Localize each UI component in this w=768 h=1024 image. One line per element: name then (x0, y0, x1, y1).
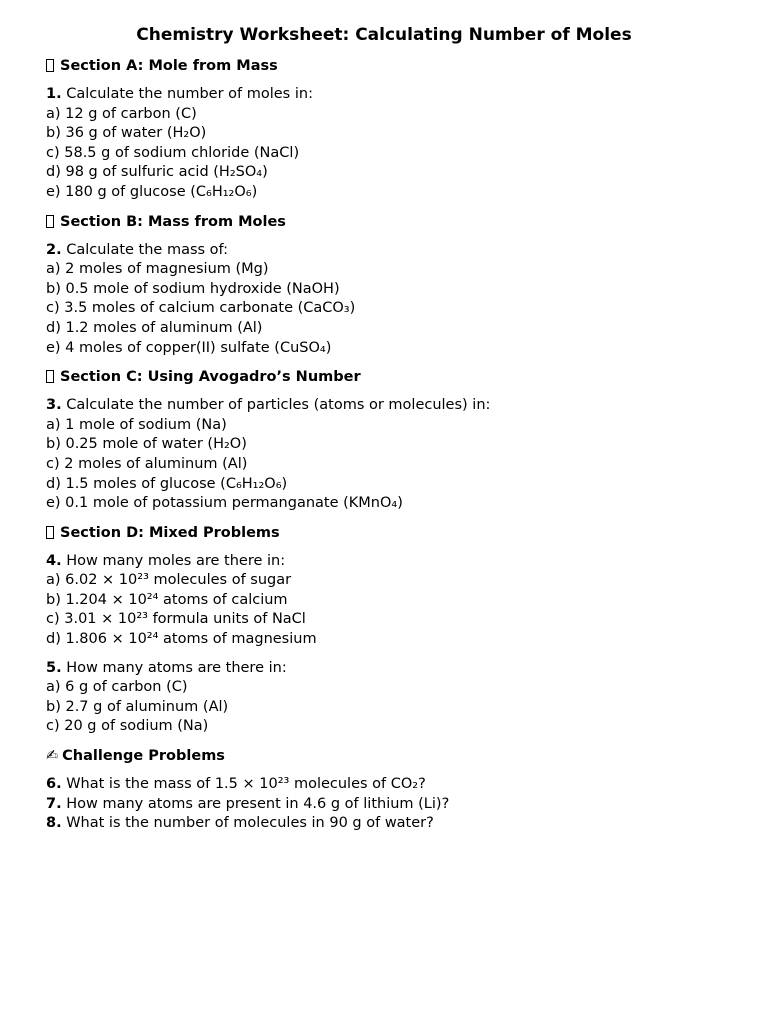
question-number: 2. (46, 241, 62, 258)
question-number: 7. (46, 795, 62, 812)
question-number: 5. (46, 659, 62, 676)
question-item: c) 3.5 moles of calcium carbonate (CaCO₃) (46, 300, 356, 317)
question-item: b) 0.5 mole of sodium hydroxide (NaOH) (46, 280, 340, 297)
question-item: c) 58.5 g of sodium chloride (NaCl) (46, 144, 300, 161)
question-5 (46, 659, 746, 737)
challenge-question-7 (46, 795, 746, 815)
question-item: b) 0.25 mole of water (H₂O) (46, 436, 247, 453)
question-number: 6. (46, 776, 62, 793)
section-heading-text: Challenge Problems (62, 748, 225, 765)
section-heading-text: Section D: Mixed Problems (60, 524, 280, 541)
question-number: 8. (46, 815, 62, 832)
question-item: d) 1.806 × 10²⁴ atoms of magnesium (46, 631, 317, 648)
question-text: What is the number of molecules in 90 g of water? (66, 815, 434, 832)
question-item: c) 20 g of sodium (Na) (46, 718, 209, 735)
boxed-glyph-icon (46, 215, 54, 228)
question-item: e) 4 moles of copper(II) sulfate (CuSO₄) (46, 339, 332, 356)
section-challenge (46, 746, 746, 834)
question-item: a) 6 g of carbon (C) (46, 679, 188, 696)
question-item: c) 3.01 × 10²³ formula units of NaCl (46, 611, 306, 628)
question-prompt (46, 241, 746, 261)
question-text: Calculate the number of particles (atoms or molecules) in: (66, 397, 491, 414)
question-item: a) 2 moles of magnesium (Mg) (46, 261, 269, 278)
question-1 (46, 85, 746, 203)
question-item: d) 98 g of sulfuric acid (H₂SO₄) (46, 164, 268, 181)
question-item: e) 180 g of glucose (C₆H₁₂O₆) (46, 183, 258, 200)
question-item: b) 2.7 g of aluminum (Al) (46, 698, 229, 715)
question-item: d) 1.2 moles of aluminum (Al) (46, 319, 263, 336)
section-heading (46, 56, 746, 76)
boxed-glyph-icon (46, 526, 54, 539)
section-heading-text: Section A: Mole from Mass (60, 58, 278, 74)
boxed-glyph-icon (46, 370, 54, 383)
question-item: d) 1.5 moles of glucose (C₆H₁₂O₆) (46, 475, 288, 492)
question-text: Calculate the number of moles in: (66, 86, 313, 102)
section-heading (46, 212, 746, 232)
page-title: Chemistry Worksheet: Calculating Number of Moles (136, 25, 632, 45)
challenge-question-8 (46, 814, 746, 834)
question-item: c) 2 moles of aluminum (Al) (46, 455, 248, 472)
writing-hand-icon: ✍ (46, 748, 59, 765)
question-text: How many moles are there in: (66, 552, 286, 569)
question-prompt (46, 396, 746, 416)
question-text: What is the mass of 1.5 × 10²³ molecules of CO₂? (66, 776, 426, 793)
section-b (46, 212, 746, 359)
question-prompt (46, 552, 746, 572)
question-4 (46, 552, 746, 650)
question-prompt (46, 85, 746, 105)
question-item: b) 1.204 × 10²⁴ atoms of calcium (46, 591, 288, 608)
question-item: e) 0.1 mole of potassium permanganate (KMnO₄) (46, 495, 403, 512)
challenge-questions (46, 775, 746, 834)
question-item: a) 1 mole of sodium (Na) (46, 416, 227, 433)
question-item: a) 12 g of carbon (C) (46, 105, 197, 122)
question-2 (46, 241, 746, 359)
challenge-question-6 (46, 775, 746, 795)
section-heading (46, 746, 746, 766)
question-prompt (46, 659, 746, 679)
question-3 (46, 396, 746, 514)
section-heading (46, 367, 746, 387)
section-c (46, 367, 746, 514)
question-number: 3. (46, 397, 62, 414)
question-number: 4. (46, 552, 62, 569)
worksheet-content (46, 56, 746, 843)
section-heading-text: Section C: Using Avogadro’s Number (60, 369, 361, 386)
question-text: Calculate the mass of: (66, 241, 229, 258)
section-heading-text: Section B: Mass from Moles (60, 213, 286, 230)
question-text: How many atoms are there in: (66, 659, 287, 676)
question-item: a) 6.02 × 10²³ molecules of sugar (46, 572, 292, 589)
section-heading (46, 523, 746, 543)
question-text: How many atoms are present in 4.6 g of lithium (Li)? (66, 795, 450, 812)
boxed-glyph-icon (46, 59, 54, 72)
question-item: b) 36 g of water (H₂O) (46, 125, 207, 142)
question-number: 1. (46, 86, 62, 102)
section-a (46, 56, 746, 203)
section-d (46, 523, 746, 737)
